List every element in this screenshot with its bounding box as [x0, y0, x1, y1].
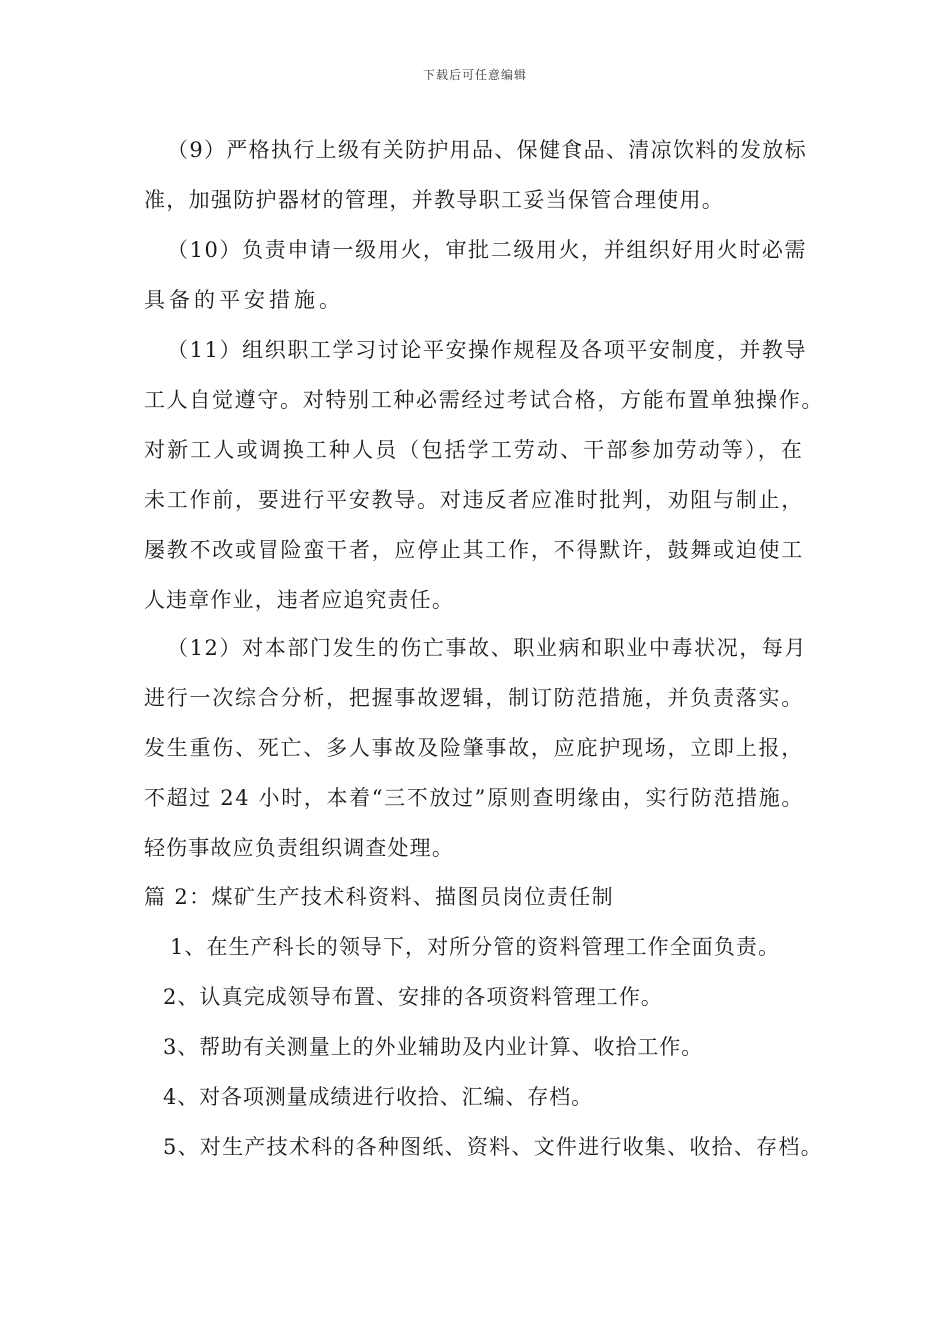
body-line: 具备的平安措施。	[144, 288, 344, 312]
body-line: 工人自觉遵守。对特别工种必需经过考试合格，方能布置单独操作。	[144, 388, 825, 412]
page-header: 下载后可任意编辑	[422, 68, 527, 82]
body-line: （10）负责申请一级用火，审批二级用火，并组织好用火时必需	[167, 238, 808, 262]
body-line: 不超过 24 小时，本着“三不放过”原则查明缘由，实行防范措施。	[144, 786, 805, 810]
list-item: 5、对生产技术科的各种图纸、资料、文件进行收集、收拾、存档。	[163, 1135, 823, 1159]
list-item: 2、认真完成领导布置、安排的各项资料管理工作。	[163, 985, 663, 1009]
body-line: 未工作前，要进行平安教导。对违反者应准时批判，劝阻与制止，	[144, 488, 805, 512]
list-item: 1、在生产科长的领导下，对所分管的资料管理工作全面负责。	[170, 935, 781, 959]
list-item: 4、对各项测量成绩进行收拾、汇编、存档。	[163, 1085, 593, 1109]
body-line: 屡教不改或冒险蛮干者，应停止其工作，不得默许，鼓舞或迫使工	[144, 538, 805, 562]
body-line: 人违章作业，违者应追究责任。	[144, 588, 454, 612]
body-line: 对新工人或调换工种人员（包括学工劳动、干部参加劳动等），在	[144, 438, 804, 462]
body-line: （12）对本部门发生的伤亡事故、职业病和职业中毒状况，每月	[167, 636, 808, 660]
body-line: （11）组织职工学习讨论平安操作规程及各项平安制度，并教导	[167, 338, 808, 362]
body-line: 准，加强防护器材的管理，并教导职工妥当保管合理使用。	[144, 188, 725, 212]
body-line: （9）严格执行上级有关防护用品、保健食品、清凉饮料的发放标	[167, 138, 807, 162]
body-line: 发生重伤、死亡、多人事故及险肇事故，应庇护现场，立即上报，	[144, 736, 805, 760]
body-line: 轻伤事故应负责组织调查处理。	[144, 836, 454, 860]
section-heading: 篇 2：煤矿生产技术科资料、描图员岗位责任制	[144, 885, 614, 909]
list-item: 3、帮助有关测量上的外业辅助及内业计算、收拾工作。	[163, 1035, 704, 1059]
body-line: 进行一次综合分析，把握事故逻辑，制订防范措施，并负责落实。	[144, 686, 805, 710]
